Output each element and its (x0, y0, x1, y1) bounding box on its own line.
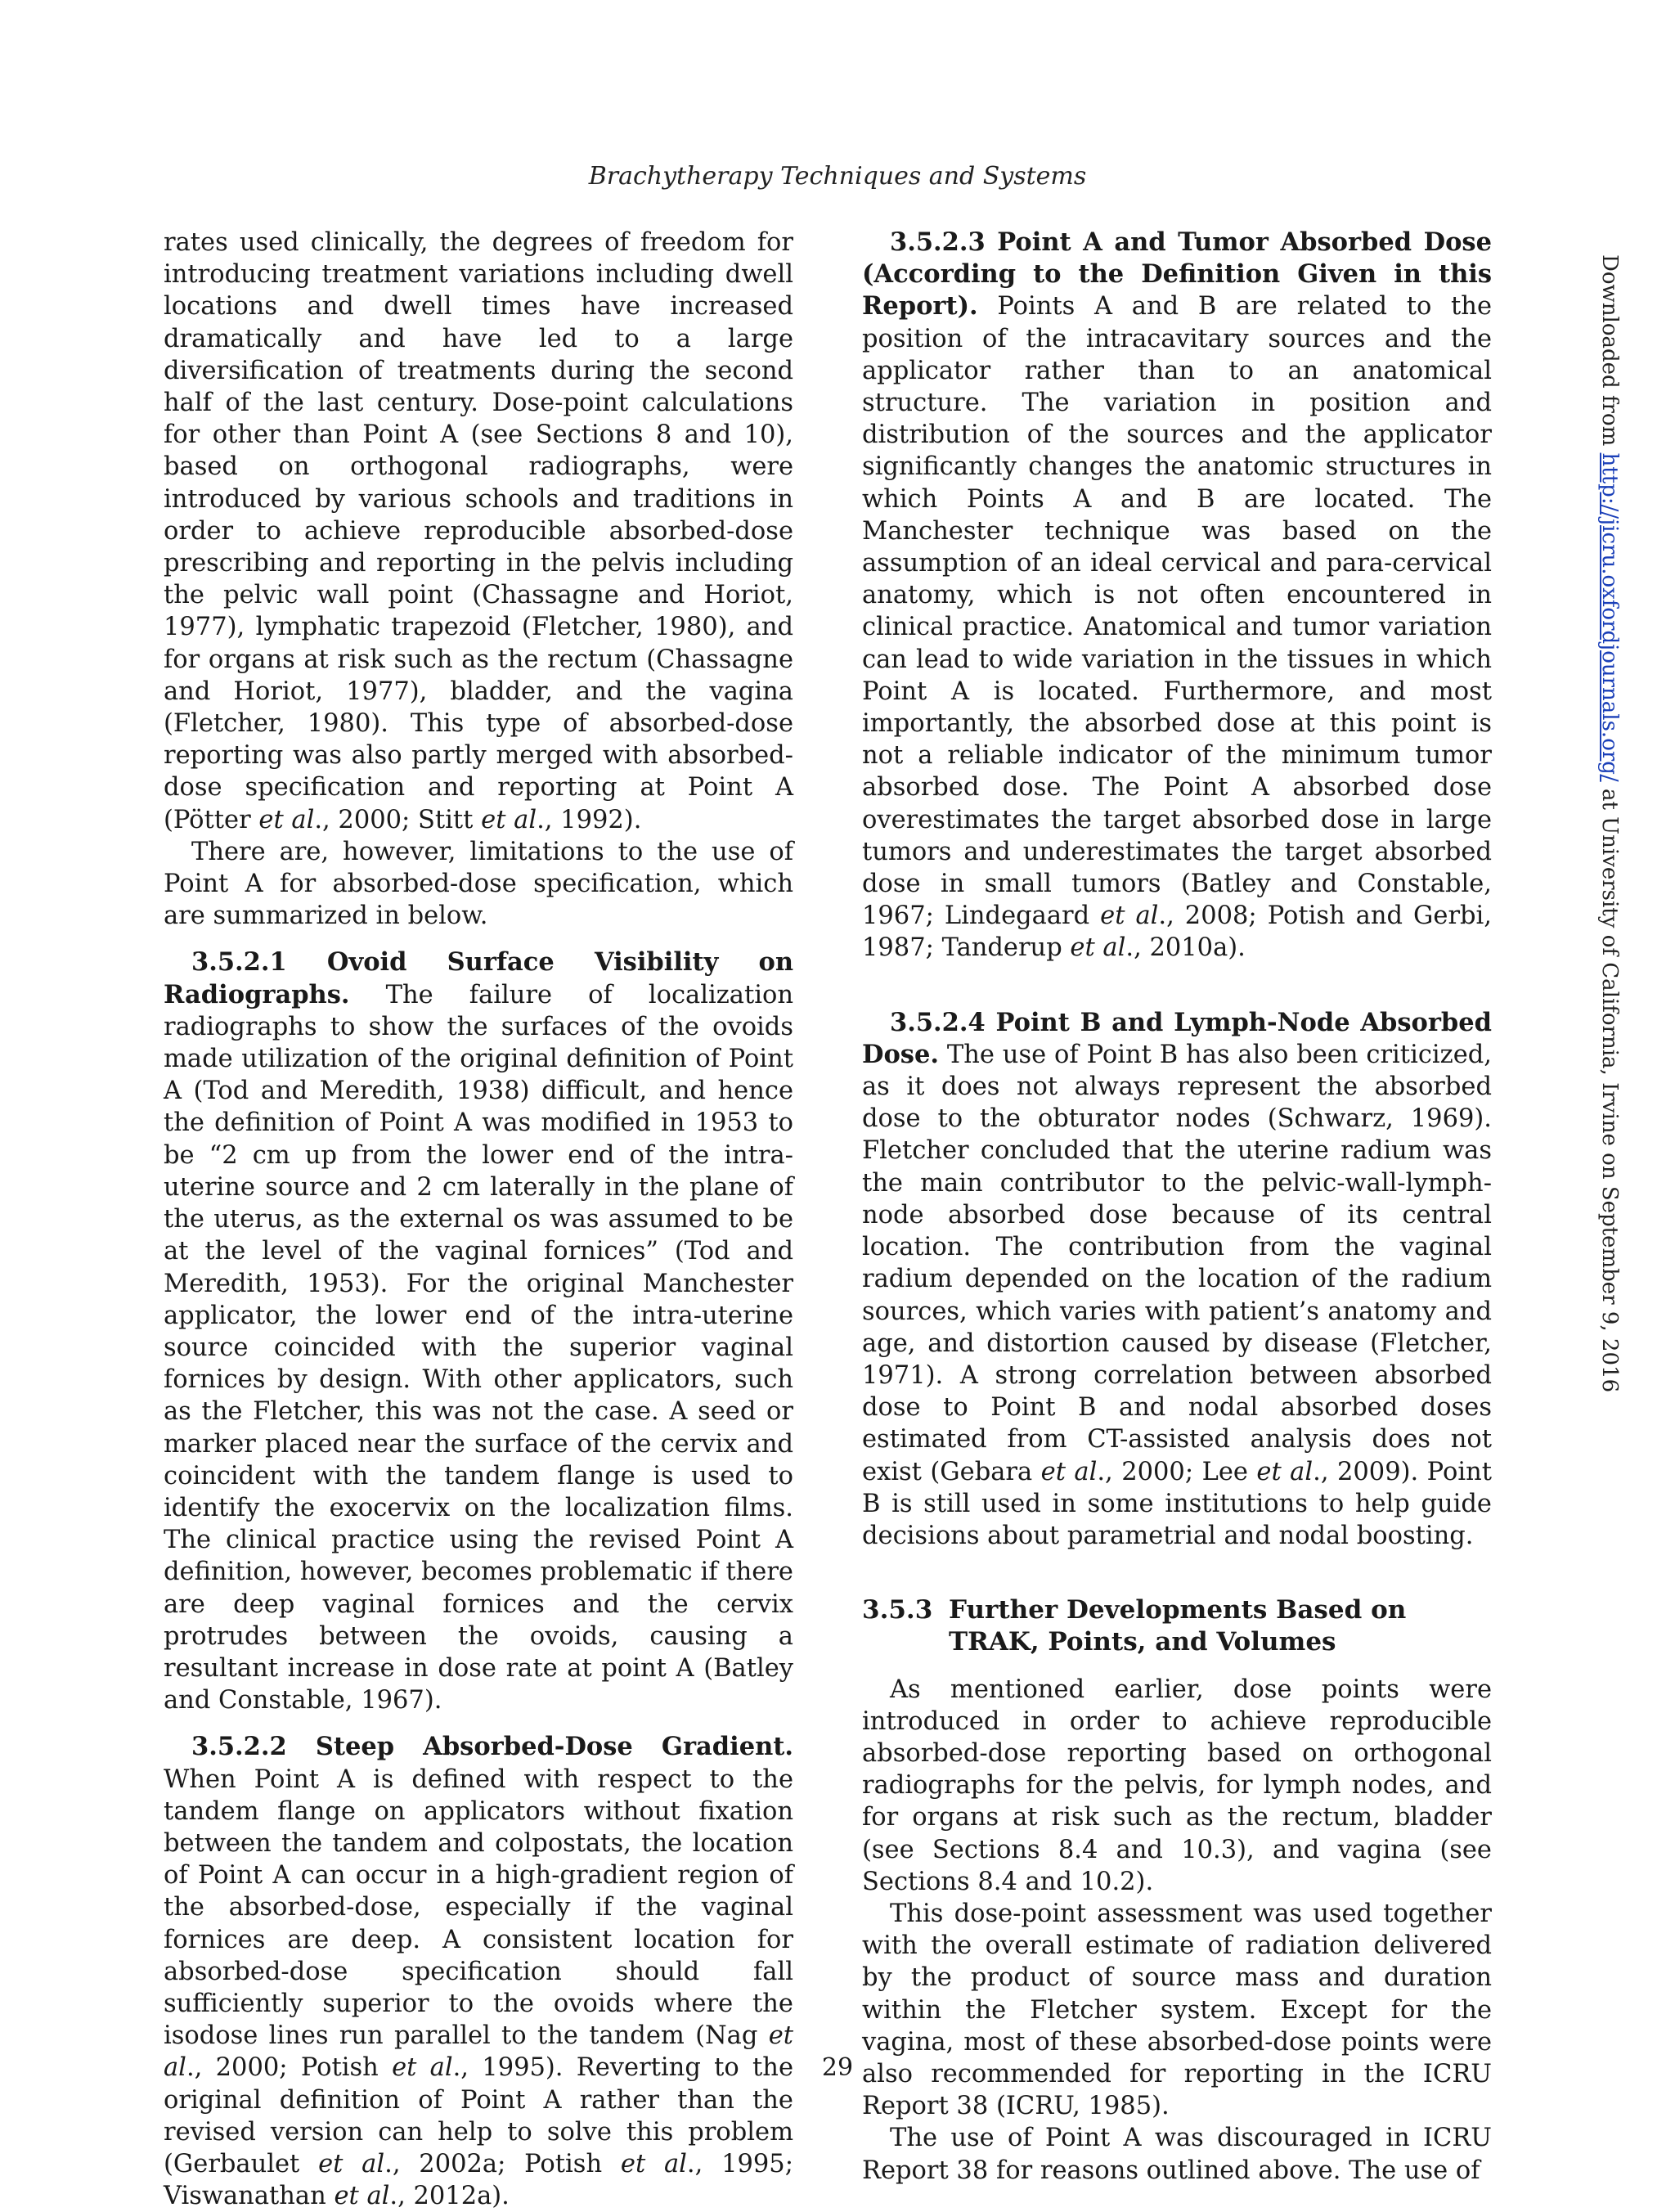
subsection-heading: 3.5.2.2 Steep Absorbed-Dose Gradient. (191, 1732, 793, 1762)
subsection-3-5-2-2: 3.5.2.2 Steep Absorbed-Dose Gradient. When Point A is defined with respect to the tandem flange on applicators without fixation between the tandem and colpostats, the location of Point A can occur in a high-gradient region of the absorbed-dose, especially if the vaginal fornices are deep. A consistent location for absorbed-dose specification should fall sufficiently superior to the ovoids where the isodose lines run parallel to the tandem (Nag et al., 2000; Potish et al., 1995). Reverting to the original definition of Point A rather than the revised version can help to solve this problem (Gerbaulet et al., 2002a; Potish et al., 1995; Viswanathan et al., 2012a). (164, 1732, 793, 2211)
subsection-3-5-2-1: 3.5.2.1 Ovoid Surface Visibility on Radiographs. The failure of localization radiographs to show the surfaces of the ovoids made utilization of the original definition of Point A (Tod and Meredith, 1938) difficult, and hence the definition of Point A was modified in 1953 to be “2 cm up from the lower end of the intra-uterine source and 2 cm laterally in the plane of the uterus, as the external os was assumed to be at the level of the vaginal fornices” (Tod and Meredith, 1953). For the original Manchester applicator, the lower end of the intra-uterine source coincided with the superior vaginal fornices by design. With other applicators, such as the Fletcher, this was not the case. A seed or marker placed near the surface of the cervix and coincident with the tandem flange is used to identify the exocervix on the localization films. The clinical practice using the revised Point A definition, however, becomes problematic if there are deep vaginal fornices and the cervix protrudes between the ovoids, causing a resultant increase in dose rate at point A (Batley and Constable, 1967). (164, 947, 793, 1715)
subsection-3-5-2-4: 3.5.2.4 Point B and Lymph-Node Absorbed Dose. The use of Point B has also been criticized, as it does not always represent the absorbed dose to the obturator nodes (Schwarz, 1969). Fletcher concluded that the uterine radium was the main contributor to the pelvic-wall-lymph-node absorbed dose because of its central location. The contribution from the vaginal radium depended on the location of the radium sources, which varies with patient’s anatomy and age, and distortion caused by disease (Fletcher, 1971). A strong correlation between absorbed dose to Point B and nodal absorbed doses estimated from CT-assisted analysis does not exist (Gebara et al., 2000; Lee et al., 2009). Point B is still used in some institutions to help guide decisions about parametrial and nodal boosting. (862, 1007, 1492, 1550)
right-column (862, 227, 1492, 2187)
download-watermark (1589, 254, 1622, 1563)
download-note: Downloaded from http://jicru.oxfordjournals.org/ at University of California, Irvine on September 9, 2016 (1597, 254, 1622, 1393)
page-number: 29 (821, 2053, 854, 2082)
section-number: 3.5.3 (862, 1595, 933, 1625)
journal-link[interactable]: http://jicru.oxfordjournals.org/ (1597, 452, 1622, 782)
running-header: Brachytherapy Techniques and Systems (588, 162, 1087, 191)
left-column (164, 227, 793, 2212)
paragraph-intro: rates used clinically, the degrees of freedom for introducing treatment variations including dwell locations and dwell times have increased dramatically and have led to a large diversification of treatments during the second half of the last century. Dose-point calculations for other than Point A (see Sections 8 and 10), based on orthogonal radiographs, were introduced by various schools and traditions in order to achieve reproducible absorbed-dose prescribing and reporting in the pelvis including the pelvic wall point (Chassagne and Horiot, 1977), lymphatic trapezoid (Fletcher, 1980), and for organs at risk such as the rectum (Chassagne and Horiot, 1977), bladder, and the vagina (Fletcher, 1980). This type of absorbed-dose reporting was also partly merged with absorbed-dose specification and reporting at Point A (Pötter et al., 2000; Stitt et al., 1992). (164, 228, 793, 834)
subsection-heading: 3.5.2.3 Point A and Tumor Absorbed Dose (According to the Definition Given in this Report). (862, 227, 1492, 321)
paragraph-point-a-discouraged: The use of Point A was discouraged in ICRU Report 38 for reasons outlined above. The use of (862, 2124, 1492, 2185)
paragraph-dose-point-assessment: This dose-point assessment was used together with the overall estimate of radiation delivered by the product of source mass and duration within the Fletcher system. Except for the vagina, most of these absorbed-dose points were also recommended for reporting in the ICRU Report 38 (ICRU, 1985). (862, 1899, 1492, 2121)
section-heading-3-5-3 (862, 1594, 1492, 1658)
section-title: Further Developments Based on TRAK, Points, and Volumes (949, 1595, 1407, 1657)
subsection-heading: 3.5.2.4 Point B and Lymph-Node Absorbed Dose. (862, 1007, 1492, 1069)
paragraph-limitations: There are, however, limitations to the use of Point A for absorbed-dose specification, which are summarized in below. (164, 837, 793, 931)
subsection-3-5-2-3: 3.5.2.3 Point A and Tumor Absorbed Dose (According to the Definition Given in this Report). Points A and B are related to the position of the intracavitary sources and the applicator rather than to an anatomical structure. The variation in position and distribution of the sources and the applicator significantly changes the anatomic structures in which Points A and B are located. The Manchester technique was based on the assumption of an ideal cervical and para-cervical anatomy, which is not often encountered in clinical practice. Anatomical and tumor variation can lead to wide variation in the tissues in which Point A is located. Furthermore, and most importantly, the absorbed dose at this point is not a reliable indicator of the minimum tumor absorbed dose. The Point A absorbed dose overestimates the target absorbed dose in large tumors and underestimates the target absorbed dose in small tumors (Batley and Constable, 1967; Lindegaard et al., 2008; Potish and Gerbi, 1987; Tanderup et al., 2010a). (862, 227, 1492, 963)
subsection-heading: 3.5.2.1 Ovoid Surface Visibility on Radiographs. (164, 947, 793, 1009)
paragraph-dose-points: As mentioned earlier, dose points were introduced in order to achieve reproducible absorbed-dose reporting based on orthogonal radiographs for the pelvis, for lymph nodes, and for organs at risk such as the rectum, bladder (see Sections 8.4 and 10.3), and vagina (see Sections 8.4 and 10.2). (862, 1675, 1492, 1896)
